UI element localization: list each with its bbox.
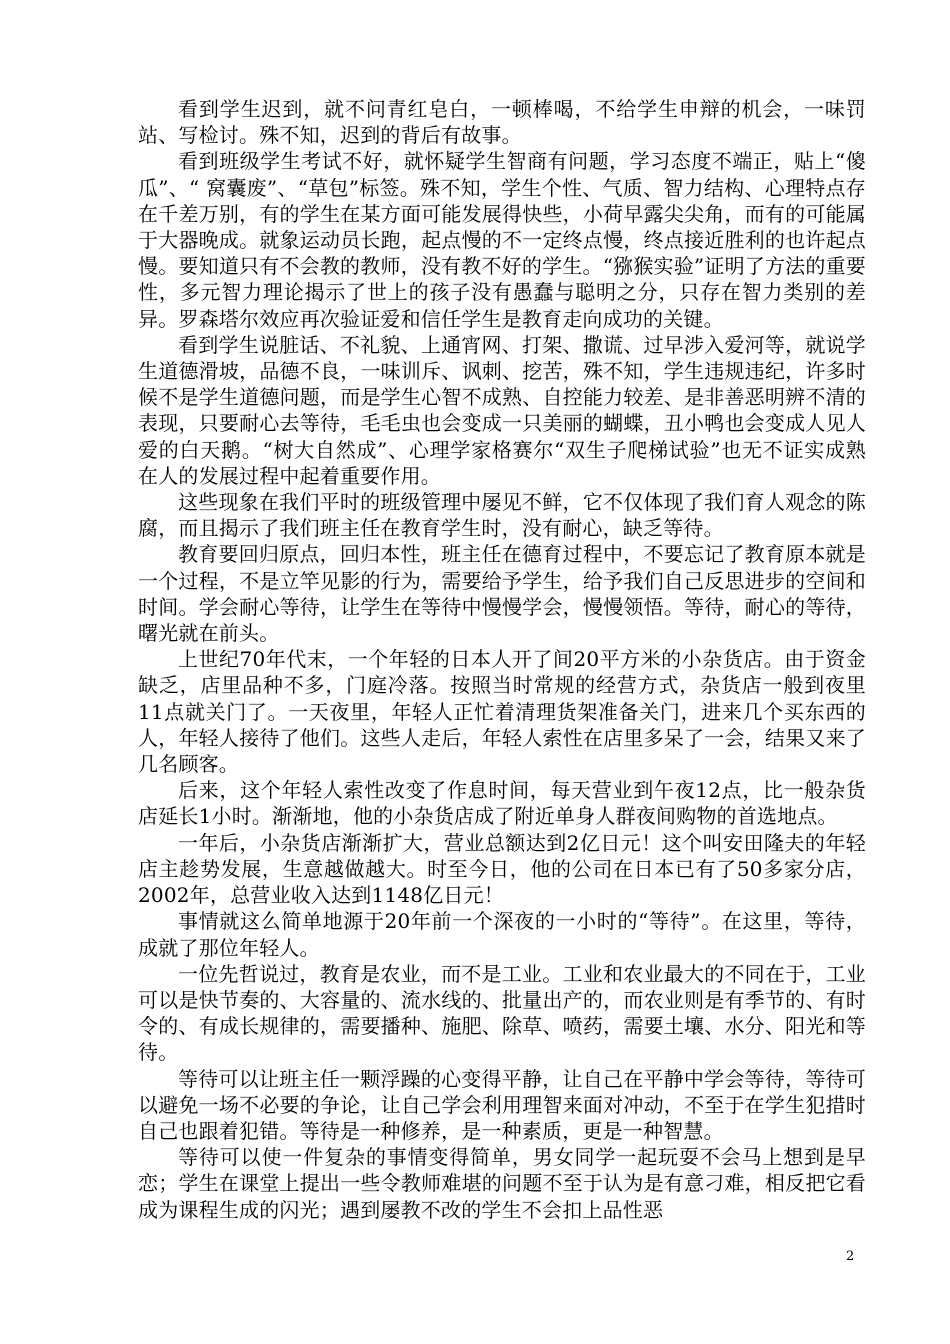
paragraph: 一位先哲说过，教育是农业，而不是工业。工业和农业最大的不同在于，工业可以是快节奏的、大容量的、流水线的、批量出产的，而农业则是有季节的、有时令的、有成长规律的，需要播种、施肥、除草、喷药，需要土壤、水分、阳光和等待。 [138, 961, 866, 1065]
paragraph: 等待可以让班主任一颗浮躁的心变得平静，让自己在平静中学会等待，等待可以避免一场不必要的争论，让自己学会利用理智来面对冲动，不至于在学生犯措时自己也跟着犯错。等待是一种修养，是一种素质，更是一种智慧。 [138, 1066, 866, 1143]
body-text [138, 96, 866, 1223]
paragraph: 上世纪70年代末，一个年轻的日本人开了间20平方米的小杂货店。由于资金缺乏，店里品种不多，门庭冷落。按照当时常规的经营方式，杂货店一般到夜里11点就关门了。一天夜里，年轻人正忙着清理货架准备关门，进来几个买东西的人，年轻人接待了他们。这些人走后，年轻人索性在店里多呆了一会，结果又来了几名顾客。 [138, 647, 866, 777]
paragraph: 这些现象在我们平时的班级管理中屡见不鲜，它不仅体现了我们育人观念的陈腐，而且揭示了我们班主任在教育学生时，没有耐心，缺乏等待。 [138, 490, 866, 541]
paragraph: 后来，这个年轻人索性改变了作息时间，每天营业到午夜12点，比一般杂货店延长1小时。渐渐地，他的小杂货店成了附近单身人群夜间购物的首选地点。 [138, 778, 866, 829]
paragraph: 一年后，小杂货店渐渐扩大，营业总额达到2亿日元！这个叫安田隆夫的年轻店主趁势发展，生意越做越大。时至今日，他的公司在日本已有了50多家分店，2002年，总营业收入达到1148亿日元！ [138, 830, 866, 908]
page-number: 2 [846, 1249, 855, 1264]
paragraph: 等待可以使一件复杂的事情变得简单，男女同学一起玩耍不会马上想到是早恋；学生在课堂上提出一些令教师难堪的问题不至于认为是有意刁难，相反把它看成为课程生成的闪光；遇到屡教不改的学生不会扣上品性恶 [138, 1145, 866, 1222]
paragraph: 看到学生说脏话、不礼貌、上通宵网、打架、撒谎、过早涉入爱河等，就说学生道德滑坡，品德不良，一味训斥、讽刺、挖苦，殊不知，学生违规违纪，许多时候不是学生道德问题，而是学生心智不成熟、自控能力较差、是非善恶明辨不清的表现，只要耐心去等待，毛毛虫也会变成一只美丽的蝴蝶，丑小鸭也会变成人见人爱的白天鹅。“树大自然成”、心理学家格赛尔“双生子爬梯试验”也无不证实成熟在人的发展过程中起着重要作用。 [138, 332, 866, 488]
paragraph: 教育要回归原点，回归本性，班主任在德育过程中，不要忘记了教育原本就是一个过程，不是立竿见影的行为，需要给予学生，给予我们自己反思进步的空间和时间。学会耐心等待，让学生在等待中慢慢学会，慢慢领悟。等待，耐心的等待，曙光就在前头。 [138, 542, 866, 646]
paragraph: 事情就这么简单地源于20年前一个深夜的一小时的“等待”。在这里，等待，成就了那位年轻人。 [138, 909, 866, 960]
paragraph: 看到学生迟到，就不问青红皂白，一顿棒喝，不给学生申辩的机会，一味罚站、写检讨。殊不知，迟到的背后有故事。 [138, 97, 866, 148]
paragraph: 看到班级学生考试不好，就怀疑学生智商有问题，学习态度不端正，贴上“傻瓜”、“ 窝囊废”、“草包”标签。殊不知，学生个性、气质、智力结构、心理特点存在千差万别，有的学生在某方面可能发展得快些，小荷早露尖尖角，而有的可能属于大器晚成。就象运动员长跑，起点慢的不一定终点慢，终点接近胜利的也许起点慢。要知道只有不会教的教师，没有教不好的学生。“猕猴实验”证明了方法的重要性，多元智力理论揭示了世上的孩子没有愚蠢与聪明之分，只存在智力类别的差异。罗森塔尔效应再次验证爱和信任学生是教育走向成功的关键。 [138, 149, 866, 331]
